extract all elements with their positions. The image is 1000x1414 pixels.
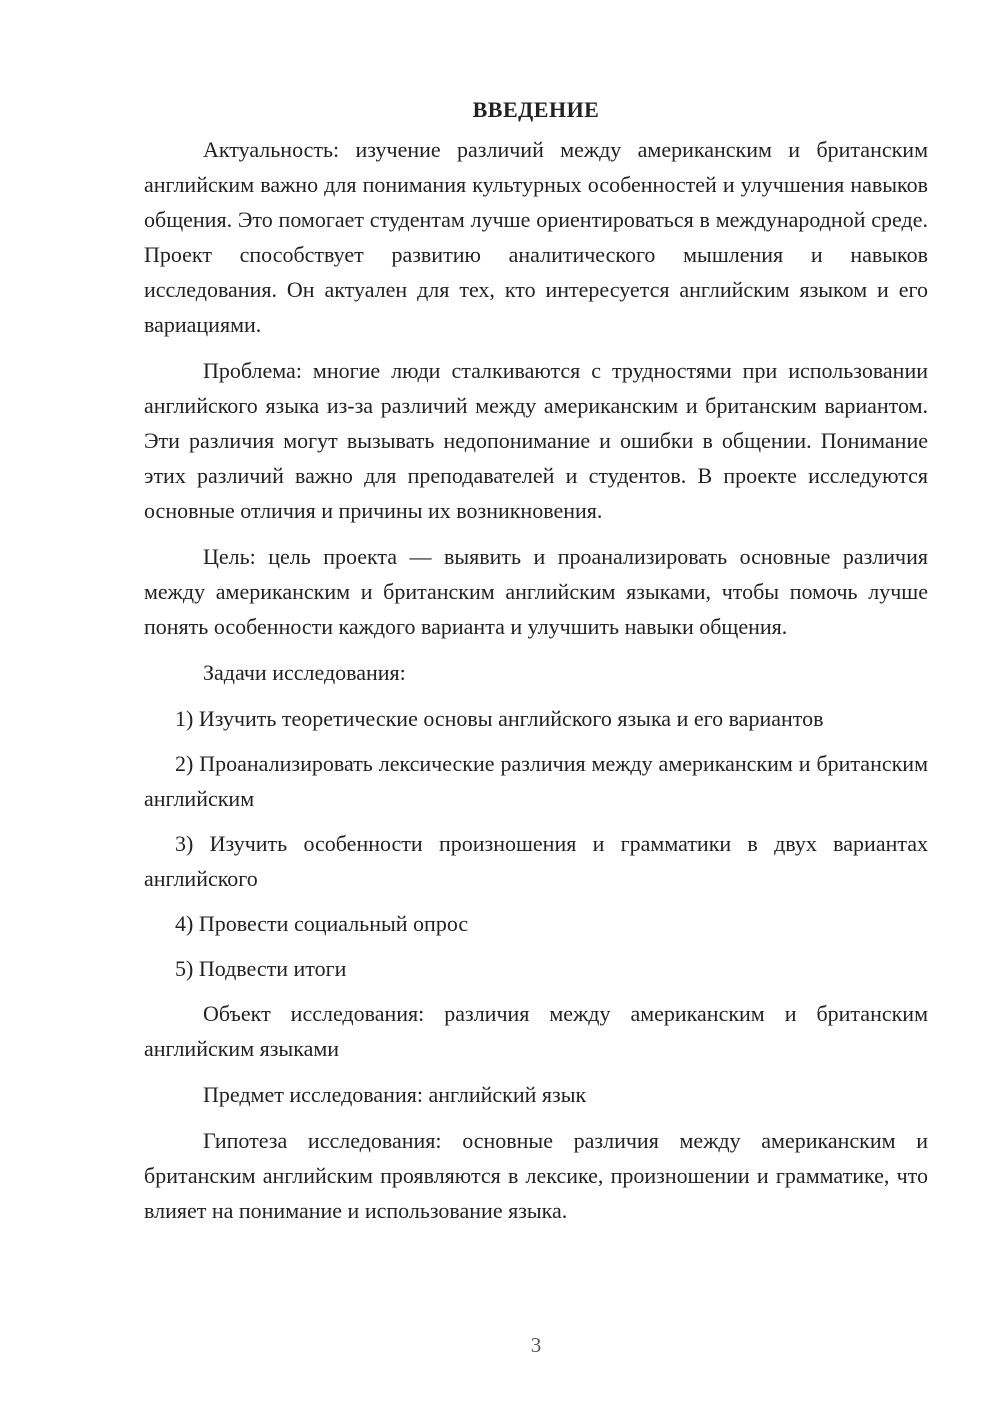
task-item-5: 5) Подвести итоги (175, 956, 347, 981)
task-item-4: 4) Провести социальный опрос (175, 911, 469, 936)
task-item-1: 1) Изучить теоретические основы английского языка и его вариантов (175, 706, 824, 731)
relevance-paragraph: Актуальность: изучение различий между американским и британским английским важно для понимания культурных особенностей и улучшения навыков общения. Это помогает студентам лучше ориентироваться в международной среде. Проект способствует развитию аналитического мышления и навыков исследования. Он актуален для тех, кто интересуется английским языком и его вариациями. (144, 137, 928, 337)
task-item-2: 2) Проанализировать лексические различия между американским и британским английским (144, 751, 928, 811)
section-heading: ВВЕДЕНИЕ (472, 97, 600, 122)
problem-paragraph: Проблема: многие люди сталкиваются с трудностями при использовании английского языка из-за различий между американским и британским вариантом. Эти различия могут вызывать недопонимание и ошибки в общении. Понимание этих различий важно для преподавателей и студентов. В проекте исследуются основные отличия и причины их возникновения. (144, 358, 928, 523)
page-number: 3 (530, 1333, 542, 1357)
goal-paragraph: Цель: цель проекта — выявить и проанализировать основные различия между американским и британским английским языками, чтобы помочь лучше понять особенности каждого варианта и улучшить навыки общения. (144, 544, 928, 639)
research-subject-paragraph: Предмет исследования: английский язык (203, 1082, 587, 1107)
document-page (144, 94, 928, 1239)
task-item-3: 3) Изучить особенности произношения и грамматики в двух вариантах английского (144, 831, 928, 891)
tasks-heading: Задачи исследования: (203, 660, 406, 685)
research-object-paragraph: Объект исследования: различия между американским и британским английским языками (144, 1001, 928, 1061)
hypothesis-paragraph: Гипотеза исследования: основные различия между американским и британским английским проявляются в лексике, произношении и грамматике, что влияет на понимание и использование языка. (144, 1128, 928, 1223)
